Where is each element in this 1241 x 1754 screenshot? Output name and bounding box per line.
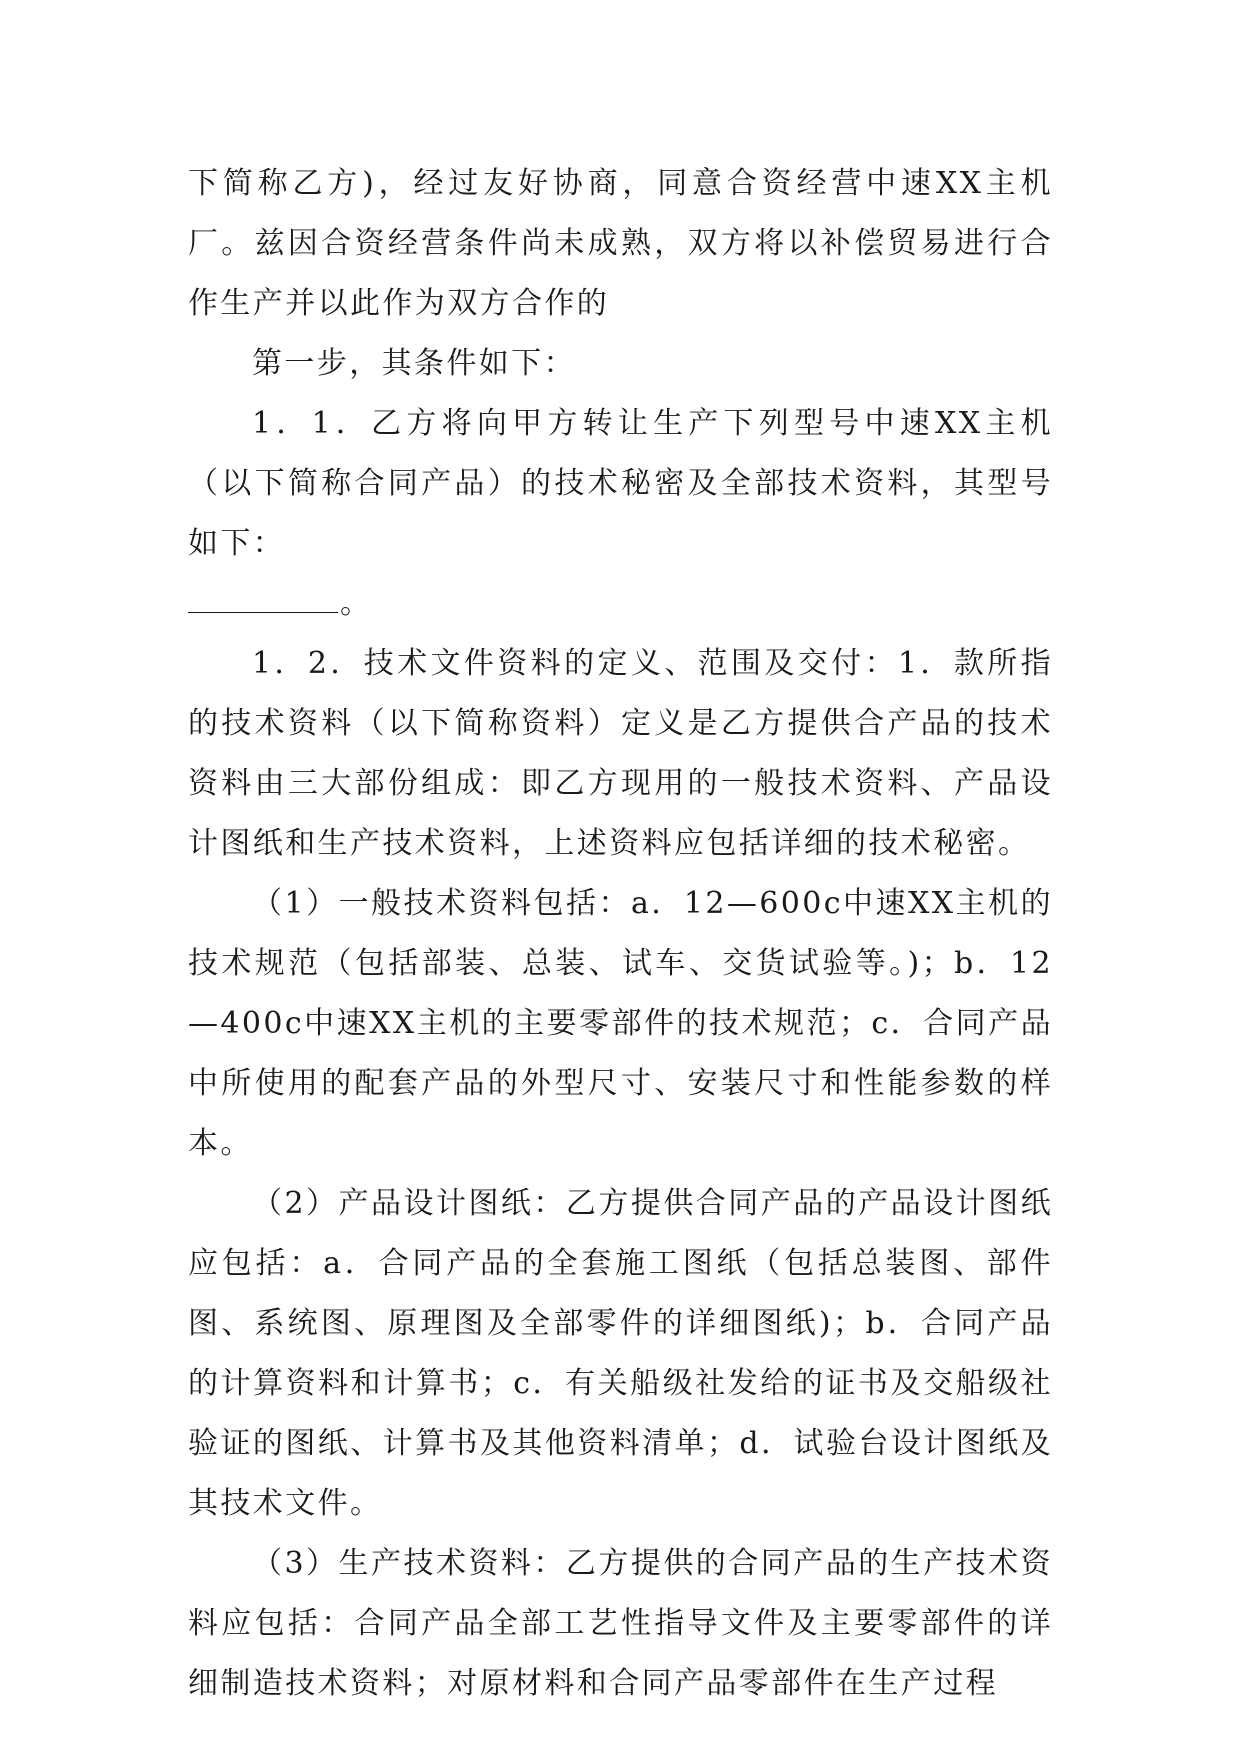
- paragraph-model-blank: [188, 574, 1053, 634]
- paragraph-design-drawings: （2）产品设计图纸：乙方提供合同产品的产品设计图纸应包括：a．合同产品的全套施工图纸（包括总装图、部件图、系统图、原理图及全部零件的详细图纸)；b．合同产品的计算资料和计算书；c．有关船级社发给的证书及交船级社验证的图纸、计算书及其他资料清单；d．试验台设计图纸及其技术文件。: [188, 1186, 1053, 1521]
- paragraph-general-tech-data: （1）一般技术资料包括：a．12—600c中速XX主机的技术规范（包括部装、总装、试车、交货试验等。)；b．12—400c中速XX主机的主要零部件的技术规范；c．合同产品中所使用的配套产品的外型尺寸、安装尺寸和性能参数的样本。: [188, 886, 1053, 1161]
- fill-in-blank-line: [188, 590, 338, 613]
- paragraph-intro: 下简称乙方)，经过友好协商，同意合资经营中速XX主机厂。兹因合资经营条件尚未成熟，双方将以补偿贸易进行合作生产并以此作为双方合作的: [188, 166, 1053, 321]
- paragraph-clause-1-2: 1．2．技术文件资料的定义、范围及交付：1．款所指的技术资料（以下简称资料）定义是乙方提供合产品的技术资料由三大部份组成：即乙方现用的一般技术资料、产品设计图纸和生产技术资料，上述资料应包括详细的技术秘密。: [188, 646, 1053, 861]
- document-body: [188, 154, 1053, 1714]
- paragraph-production-tech-data: （3）生产技术资料：乙方提供的合同产品的生产技术资料应包括：合同产品全部工艺性指导文件及主要零部件的详细制造技术资料；对原材料和合同产品零部件在生产过程: [188, 1546, 1053, 1701]
- paragraph-clause-1-1: 1．1．乙方将向甲方转让生产下列型号中速XX主机（以下简称合同产品）的技术秘密及全部技术资料，其型号如下：: [188, 406, 1053, 561]
- paragraph-first-step: 第一步，其条件如下：: [252, 346, 576, 381]
- blank-line-period: 。: [340, 586, 373, 621]
